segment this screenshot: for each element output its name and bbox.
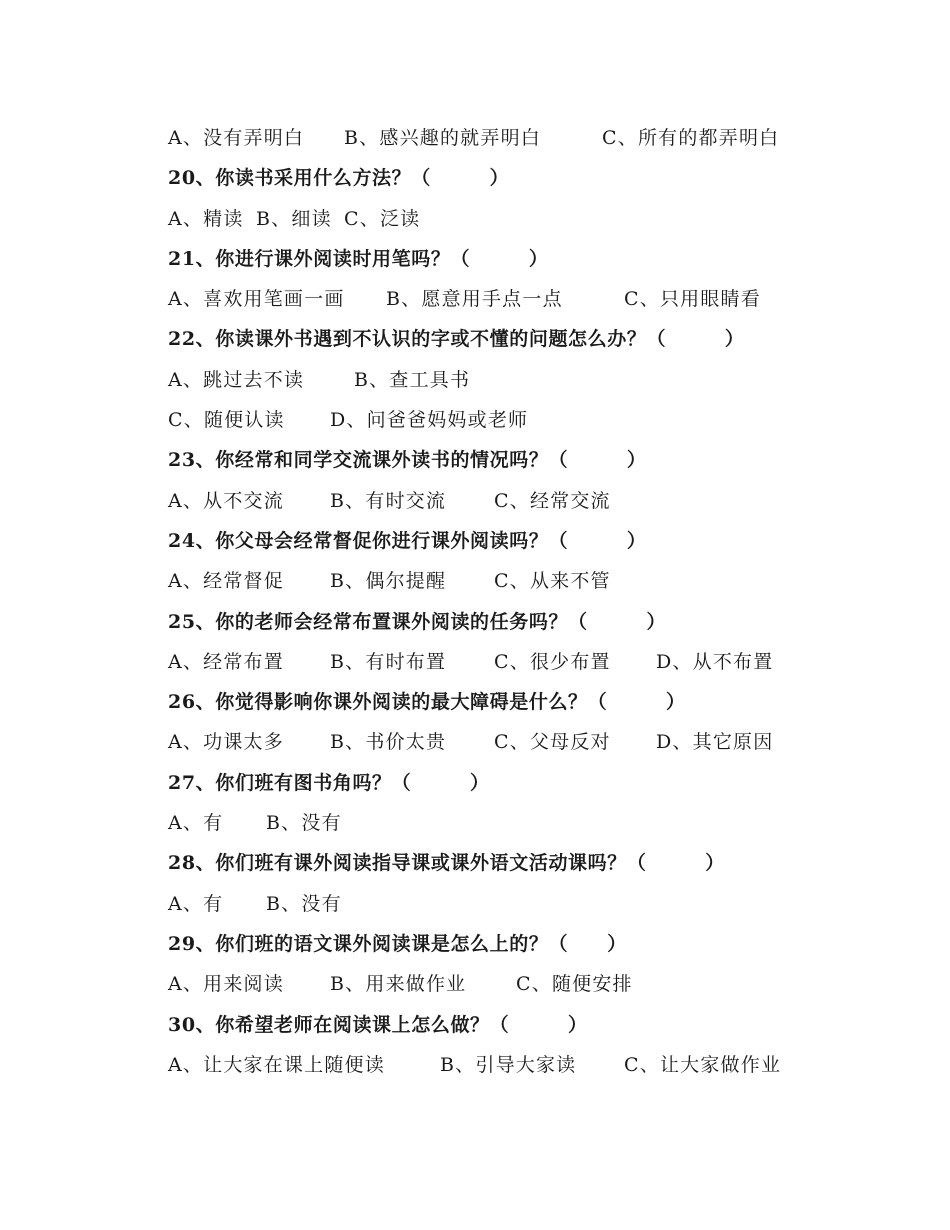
option-b: B、细读 (256, 207, 332, 230)
question-28: 28、你们班有课外阅读指导课或课外语文活动课吗？（ ） (168, 852, 725, 875)
option-c: C、让大家做作业 (624, 1053, 782, 1076)
option-row (168, 400, 808, 440)
option-b: B、没有 (266, 812, 342, 835)
question-26: 26、你觉得影响你课外阅读的最大障碍是什么？（ ） (168, 691, 686, 714)
option-d: D、问爸爸妈妈或老师 (330, 409, 529, 432)
option-a: A、经常督促 (168, 570, 284, 593)
option-a: A、有 (168, 892, 224, 915)
option-c: C、随便安排 (516, 973, 633, 996)
option-a: A、精读 (168, 207, 244, 230)
option-row (168, 722, 808, 762)
option-a: A、功课太多 (168, 731, 284, 754)
option-a: A、跳过去不读 (168, 368, 305, 391)
option-a: A、喜欢用笔画一画 (168, 288, 345, 311)
option-a: A、经常布置 (168, 650, 284, 673)
option-c: C、父母反对 (494, 731, 611, 754)
question-21: 21、你进行课外阅读时用笔吗？（ ） (168, 247, 549, 270)
option-c: C、随便认读 (168, 409, 285, 432)
option-row (168, 642, 808, 682)
option-a: A、从不交流 (168, 489, 284, 512)
option-b: B、有时布置 (330, 650, 447, 673)
option-c: C、经常交流 (494, 489, 611, 512)
option-row (168, 803, 808, 843)
option-b: B、书价太贵 (330, 731, 447, 754)
option-c: C、所有的都弄明白 (602, 127, 780, 149)
option-a: A、有 (168, 812, 224, 835)
option-row (168, 884, 808, 924)
option-c: C、从来不管 (494, 570, 611, 593)
question-25: 25、你的老师会经常布置课外阅读的任务吗？（ ） (168, 610, 667, 633)
question-30: 30、你希望老师在阅读课上怎么做？（ ） (168, 1013, 588, 1036)
option-b: B、愿意用手点一点 (386, 288, 563, 311)
question-23: 23、你经常和同学交流课外读书的情况吗？（ ） (168, 449, 647, 472)
option-row (168, 199, 808, 239)
option-row (168, 1045, 808, 1085)
option-b: B、查工具书 (354, 368, 471, 391)
question-24: 24、你父母会经常督促你进行课外阅读吗？（ ） (168, 529, 647, 552)
option-b: B、感兴趣的就弄明白 (344, 127, 541, 149)
option-d: D、从不布置 (656, 650, 774, 673)
option-row (168, 360, 808, 400)
option-row (168, 964, 808, 1004)
option-b: B、没有 (266, 892, 342, 915)
option-c: C、泛读 (344, 207, 421, 230)
option-c: C、只用眼睛看 (624, 288, 761, 311)
option-a: A、没有弄明白 (168, 127, 305, 149)
question-29: 29、你们班的语文课外阅读课是怎么上的？（ ） (168, 932, 627, 955)
option-a: A、让大家在课上随便读 (168, 1053, 385, 1076)
option-b: B、有时交流 (330, 489, 447, 512)
question-22: 22、你读课外书遇到不认识的字或不懂的问题怎么办？（ ） (168, 328, 745, 351)
option-a: A、用来阅读 (168, 973, 284, 996)
option-row (168, 279, 808, 319)
option-b: B、用来做作业 (330, 973, 467, 996)
option-b: B、偶尔提醒 (330, 570, 447, 593)
question-20: 20、你读书采用什么方法？（ ） (168, 167, 510, 190)
option-row (168, 561, 808, 601)
option-b: B、引导大家读 (440, 1053, 577, 1076)
question-27: 27、你们班有图书角吗？（ ） (168, 771, 490, 794)
option-c: C、很少布置 (494, 650, 611, 673)
option-row (168, 118, 808, 158)
option-row (168, 481, 808, 521)
document-page (168, 118, 808, 1085)
option-d: D、其它原因 (656, 731, 774, 754)
